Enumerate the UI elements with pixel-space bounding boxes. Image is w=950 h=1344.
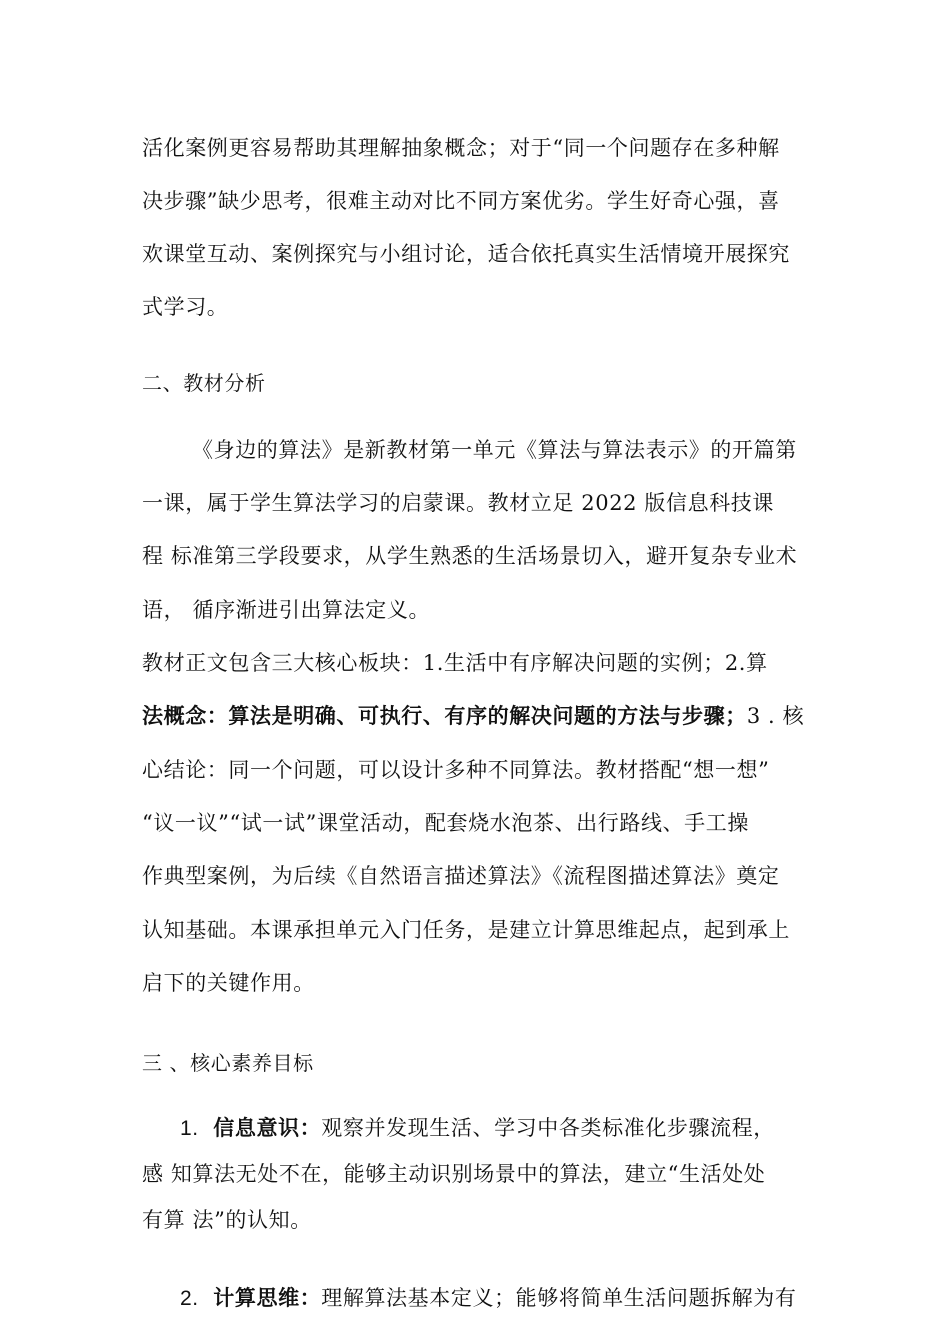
textbook-para1-line-1: 《身边的算法》是新教材第一单元《算法与算法表示》的开篇第 [192, 438, 797, 462]
textbook-para1-line-3: 程 标准第三学段要求，从学生熟悉的生活场景切入，避开复杂专业术 [142, 544, 798, 568]
goal-item-1-line-3: 有算 法”的认知。 [142, 1208, 312, 1232]
textbook-para2-line-1: 教材正文包含三大核心板块：1.生活中有序解决问题的实例；2.算 [142, 651, 768, 675]
textbook-para2-line-2 [142, 702, 804, 730]
goal-item-2-number: 2. [180, 1287, 199, 1310]
textbook-para2-line-7: 启下的关键作用。 [142, 971, 315, 995]
core-conclusion-number: 3 . 核 [746, 704, 805, 728]
textbook-para2-line-3: 心结论：同一个问题，可以设计多种不同算法。教材搭配“想一想” [142, 758, 770, 782]
goal-item-1-line-2: 感 知算法无处不在，能够主动识别场景中的算法，建立“生活处处 [142, 1162, 766, 1186]
textbook-para2-line-5: 作典型案例，为后续《自然语言描述算法》《流程图描述算法》奠定 [142, 864, 780, 888]
goal-item-1-text: 观察并发现生活、学习中各类标准化步骤流程， [321, 1116, 775, 1140]
textbook-para2-line-4: “议一议”“试一试”课堂活动，配套烧水泡茶、出行路线、手工操 [142, 811, 749, 835]
textbook-para2-line-6: 认知基础。本课承担单元入门任务，是建立计算思维起点，起到承上 [142, 918, 790, 942]
goal-item-2-title: 计算思维： [213, 1285, 322, 1310]
algorithm-definition-bold: 法概念：算法是明确、可执行、有序的解决问题的方法与步骤； [142, 703, 747, 728]
intro-line-3: 欢课堂互动、案例探究与小组讨论，适合依托真实生活情境开展探究 [142, 242, 790, 266]
goal-item-1-title: 信息意识： [213, 1115, 322, 1140]
intro-line-4: 式学习。 [142, 295, 229, 319]
textbook-para1-line-2: 一课，属于学生算法学习的启蒙课。教材立足 2022 版信息科技课 [142, 491, 774, 515]
goal-item-1-number: 1. [180, 1117, 199, 1140]
section-heading-textbook-analysis: 二、教材分析 [142, 371, 266, 395]
textbook-para1-line-4: 语， 循序渐进引出算法定义。 [142, 598, 431, 622]
section-heading-core-literacy-goals: 三 、核心素养目标 [142, 1051, 314, 1075]
goal-item-2 [180, 1284, 796, 1313]
goal-item-2-text: 理解算法基本定义；能够将简单生活问题拆解为有 [321, 1286, 797, 1310]
intro-line-2: 决步骤”缺少思考，很难主动对比不同方案优劣。学生好奇心强，喜 [142, 189, 780, 213]
intro-line-1: 活化案例更容易帮助其理解抽象概念；对于“同一个问题存在多种解 [142, 136, 780, 160]
goal-item-1 [180, 1114, 775, 1143]
